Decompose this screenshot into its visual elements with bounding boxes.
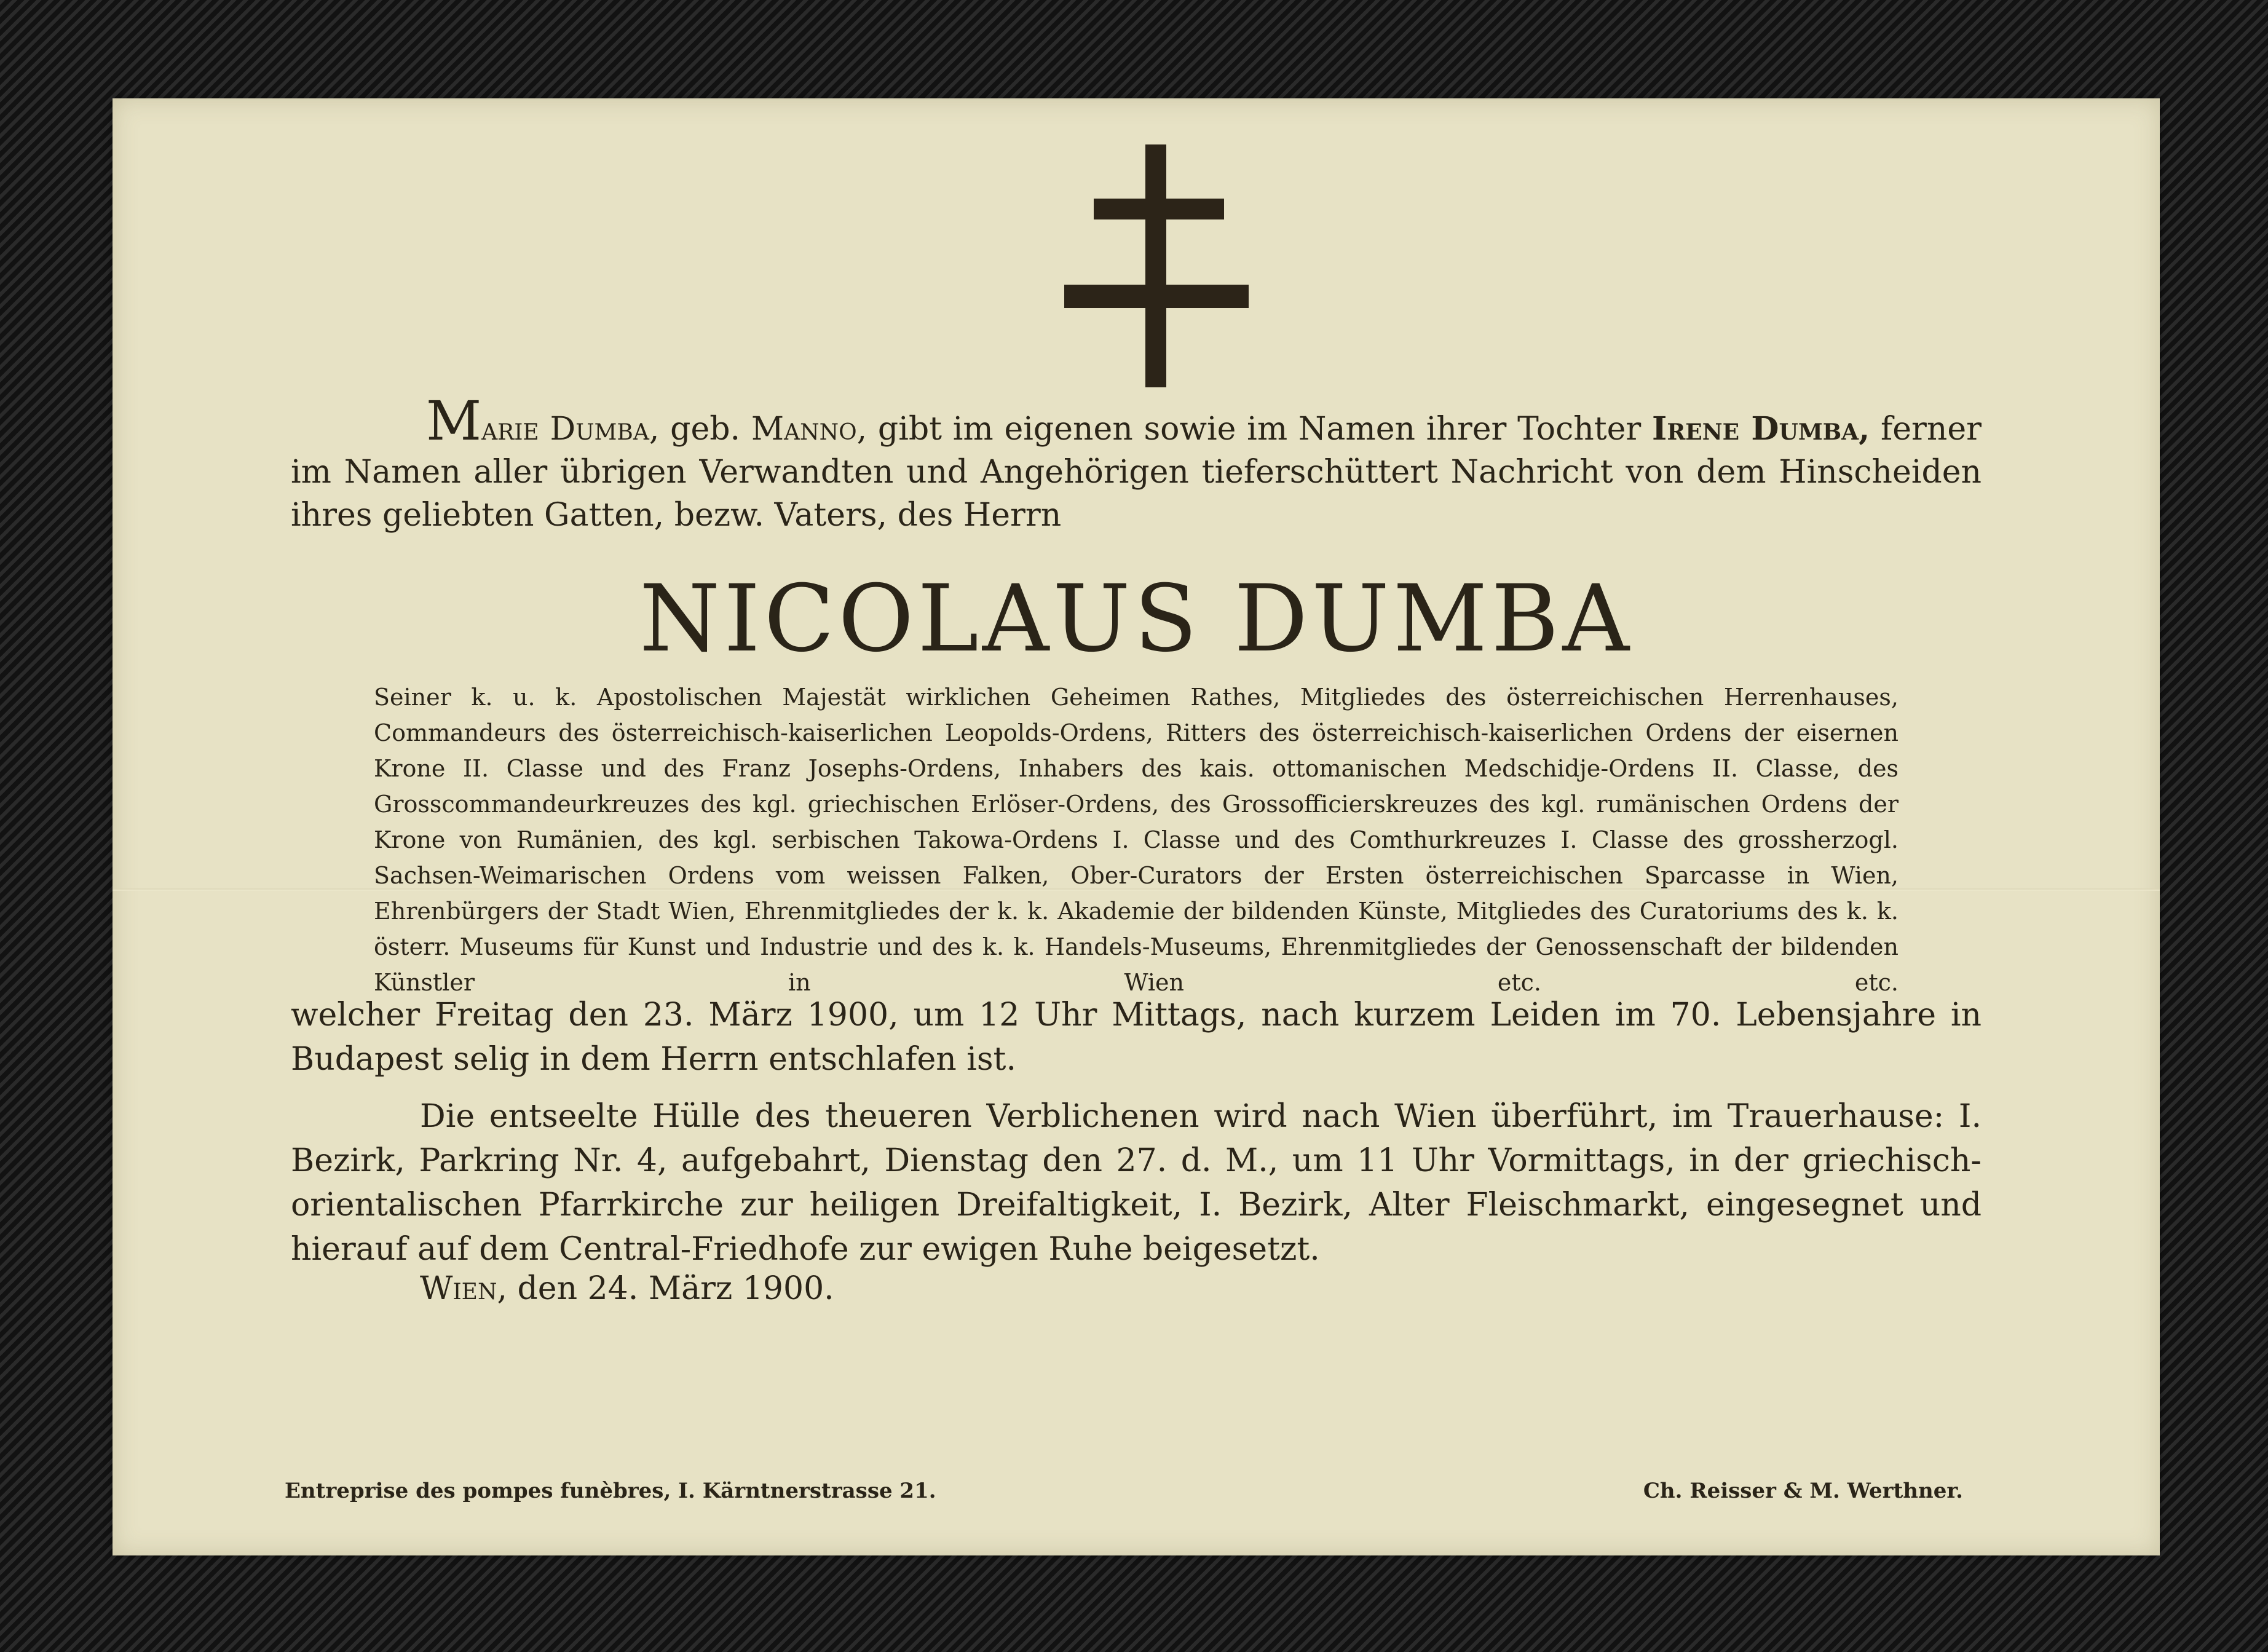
first-name-rest: arie [481, 411, 539, 448]
death-paragraph: welcher Freitag den 23. März 1900, um 12 Uhr Mittags, nach kurzem Leiden im 70. Lebensjahre in Budapest selig in dem Herrn entschlafen ist. [291, 997, 1982, 1078]
maiden-name: Manno [751, 411, 857, 448]
intro-text-3: ferner im Namen aller übrigen Verwandten und Angehörigen tieferschüttert Nachricht von dem Hinscheiden ihres geliebten Gatten, bezw. Vaters, des Herrn [291, 411, 1982, 534]
honorific-titles: Seiner k. u. k. Apostolischen Majestät wirklichen Geheimen Rathes, Mitgliedes des österreichischen Herrenhauses, Commandeurs des österreichisch-kaiserlichen Leopolds-Ordens, Ritters des österreichisch-kaiserlichen Ordens der eisernen Krone II. Classe und des Franz Josephs-Ordens, Inhabers des kais. ottomanischen Medschidje-Ordens II. Classe, des Grosscommandeurkreuzes des kgl. griechischen Erlöser-Ordens, des Grossofficierskreuzes des kgl. rumänischen Ordens der Krone von Rumänien, des kgl. serbischen Takowa-Ordens I. Classe und des Comthurkreuzes I. Classe des grossherzogl. Sachsen-Weimarischen Ordens vom weissen Falken, Ober-Curators der Ersten österreichischen Sparcasse in Wien, Ehrenbürgers der Stadt Wien, Ehrenmitgliedes der k. k. Akademie der bildenden Künste, Mitgliedes des Curatoriums des k. k. österr. Museums für Kunst und Industrie und des k. k. Handels-Museums, Ehrenmitgliedes der Genossenschaft der bildenden Künstler in Wien etc. etc. [374, 684, 1899, 996]
intro-text-2: , gibt im eigenen sowie im Namen ihrer Tochter [856, 411, 1653, 448]
obituary-card [113, 98, 2160, 1555]
place-date [420, 1267, 834, 1311]
surname: Dumba [550, 411, 649, 448]
double-cross-icon [1064, 144, 1261, 390]
intro-text-1: , geb. [649, 411, 751, 448]
deceased-name: NICOLAUS DUMBA [639, 566, 1633, 673]
funeral-paragraph: Die entseelte Hülle des theueren Verblichenen wird nach Wien überführt, im Trauerhause: I. Bezirk, Parkring Nr. 4, aufgebahrt, Dienstag den 27. d. M., um 11 Uhr Vormittags, in der griechisch-orientalischen Pfarrkirche zur heiligen Dreifaltigkeit, I. Bezirk, Alter Fleischmarkt, eingesegnet und hierauf auf dem Central-Friedhofe zur ewigen Ruhe beigesetzt. [291, 1098, 1982, 1268]
initial-letter: M [426, 389, 482, 453]
daughter-name: Irene Dumba, [1652, 410, 1870, 448]
date: , den 24. März 1900. [497, 1270, 834, 1307]
printer-credit: Ch. Reisser & M. Werthner. [1643, 1479, 1963, 1503]
intro-paragraph [291, 389, 1982, 537]
city: Wien [420, 1270, 497, 1307]
undertaker-credit: Entreprise des pompes funèbres, I. Kärntnerstrasse 21. [285, 1479, 936, 1503]
